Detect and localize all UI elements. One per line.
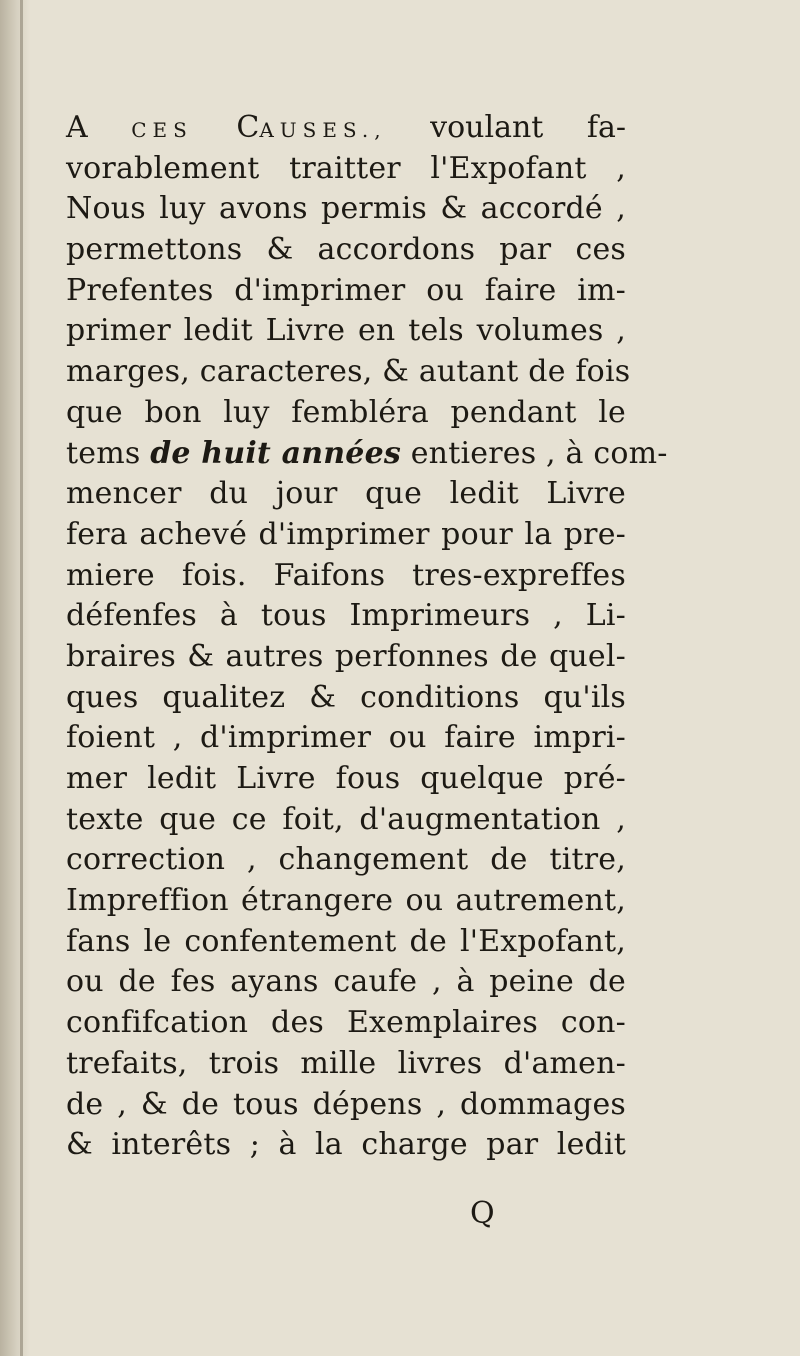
text-line: fans le confentement de l'Expofant, xyxy=(66,923,626,959)
text-line: de , & de tous dépens , dommages xyxy=(66,1086,626,1122)
text-line: que bon luy fembléra pendant le xyxy=(66,394,626,430)
text-line: texte que ce foit, d'augmentation , xyxy=(66,801,626,837)
text-line: Nous luy avons permis & accordé , xyxy=(66,191,626,227)
text-line: défenfes à tous Imprimeurs , Li- xyxy=(66,598,626,634)
text-line xyxy=(66,108,626,149)
page-gutter xyxy=(0,0,30,1356)
text-line: & interêts ; à la charge par ledit xyxy=(66,1127,626,1163)
line-text: entieres , à com- xyxy=(410,435,668,471)
text-line xyxy=(66,434,668,475)
text-line: permettons & accordons par ces xyxy=(66,232,626,268)
catchword: Q xyxy=(470,1196,495,1231)
text-line: Impreffion étrangere ou autrement, xyxy=(66,883,626,919)
italic-phrase: de huit années xyxy=(150,435,401,471)
text-line: ou de fes ayans caufe , à peine de xyxy=(66,964,626,1000)
drop-letter: A xyxy=(66,110,88,145)
text-line: braires & autres perfonnes de quel- xyxy=(66,638,626,674)
text-line: Prefentes d'imprimer ou faire im- xyxy=(66,272,626,308)
line-text: voulant fa- xyxy=(430,110,626,145)
text-line: marges, caracteres, & autant de fois xyxy=(66,354,631,390)
line-text: tems xyxy=(66,435,141,471)
text-line: confifcation des Exemplaires con- xyxy=(66,1005,626,1041)
smallcaps-word: CES xyxy=(131,118,193,142)
text-line: ques qualitez & conditions qu'ils xyxy=(66,679,626,715)
text-line: miere fois. Faifons tres-expreffes xyxy=(66,557,626,593)
smallcaps-initial: C xyxy=(236,110,260,145)
text-line: primer ledit Livre en tels volumes , xyxy=(66,313,626,349)
text-line: mencer du jour que ledit Livre xyxy=(66,476,626,512)
binding-edge xyxy=(20,0,23,1356)
text-line: correction , changement de titre, xyxy=(66,842,626,878)
text-line: fera achevé d'imprimer pour la pre- xyxy=(66,516,626,552)
body-text xyxy=(66,108,668,1166)
text-line: vorablement traitter l'Expofant , xyxy=(66,150,626,186)
text-line: mer ledit Livre fous quelque pré- xyxy=(66,761,626,796)
text-line: foient , d'imprimer ou faire impri- xyxy=(66,720,626,756)
text-line: trefaits, trois mille livres d'amen- xyxy=(66,1045,626,1081)
smallcaps-word: AUSES., xyxy=(259,118,387,142)
